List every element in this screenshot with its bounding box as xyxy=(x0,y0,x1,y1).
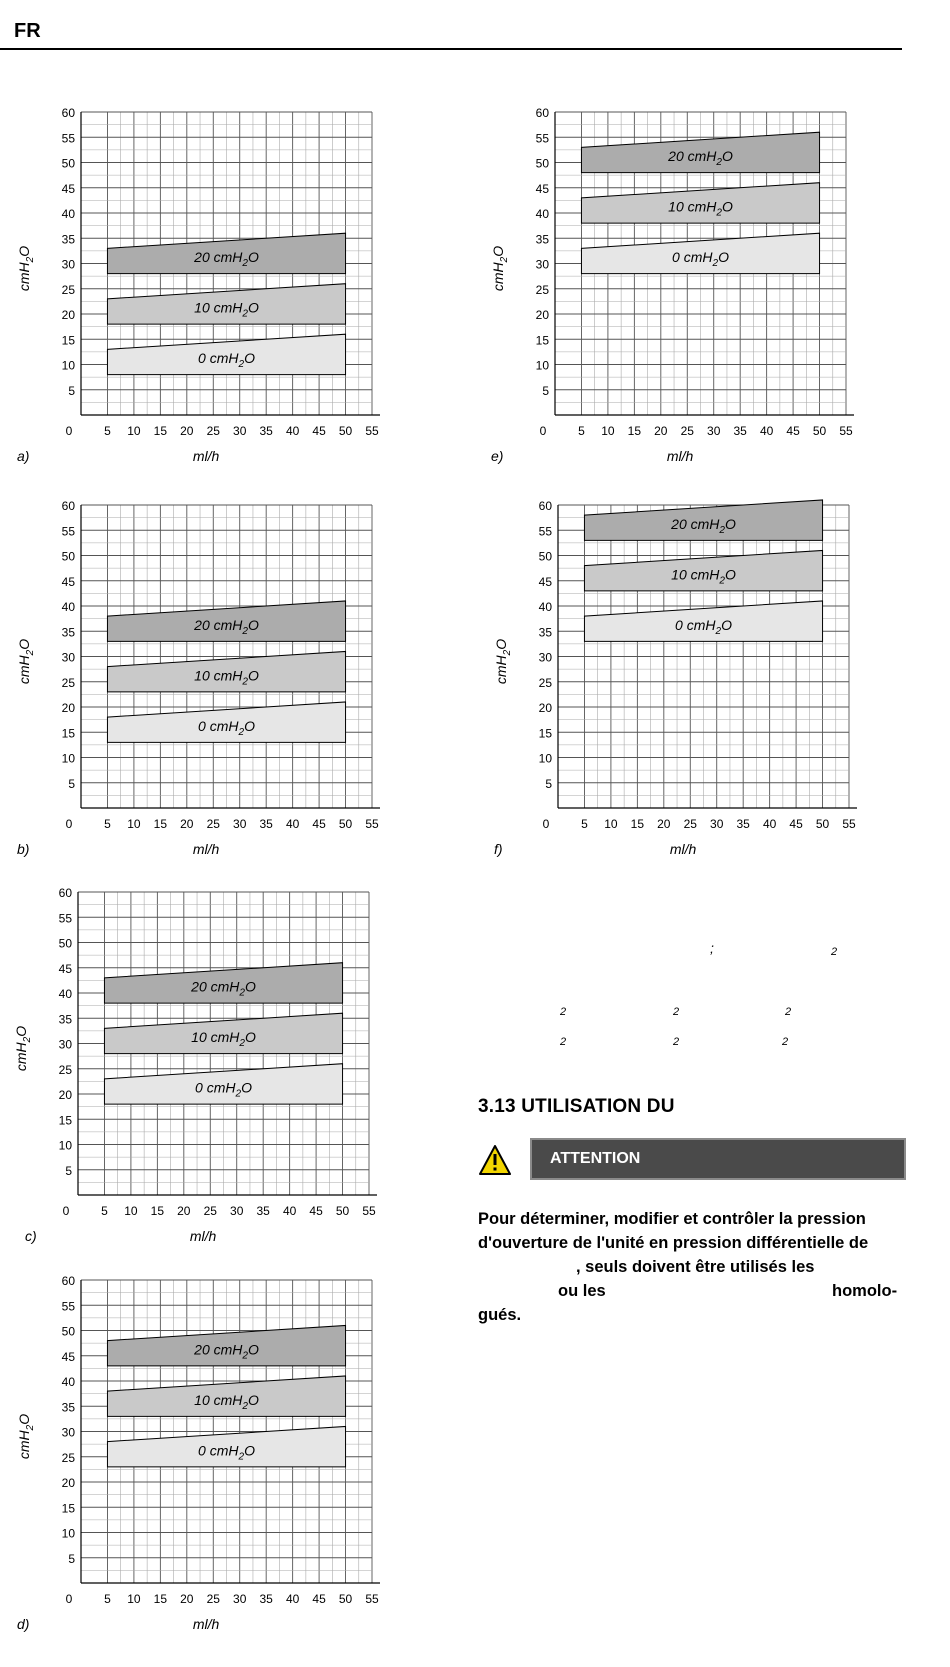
x-tick-label: 20 xyxy=(657,817,671,831)
x-tick-label: 25 xyxy=(680,424,694,438)
x-tick-label: 10 xyxy=(127,817,141,831)
x-tick-label: 35 xyxy=(259,1592,273,1606)
chart-caption: a) xyxy=(17,448,30,464)
y-tick-label: 40 xyxy=(58,987,72,1001)
fragment-subscript: 2 xyxy=(560,1036,567,1048)
y-tick-label: 10 xyxy=(538,751,552,766)
y-tick-label: 25 xyxy=(535,282,549,297)
x-tick-label: 35 xyxy=(256,1204,270,1218)
series-label: 10 cmH$_2$O xyxy=(191,1029,256,1050)
y-tick-label: 55 xyxy=(61,524,75,539)
y-tick-label: 40 xyxy=(61,207,75,221)
fragment-subscript: 2 xyxy=(673,1006,680,1018)
warning-triangle-icon xyxy=(478,1144,512,1176)
y-tick-label: 60 xyxy=(61,499,75,513)
y-tick-label: 35 xyxy=(58,1012,72,1027)
x-tick-label: 20 xyxy=(177,1204,191,1218)
x-tick-label: 55 xyxy=(842,817,856,831)
y-tick-label: 25 xyxy=(538,675,552,690)
y-tick-label: 25 xyxy=(58,1062,72,1077)
y-tick-label: 15 xyxy=(61,726,75,741)
x-tick-label: 30 xyxy=(233,817,247,831)
y-tick-label: 55 xyxy=(61,1299,75,1314)
x-tick-label: 30 xyxy=(230,1204,244,1218)
series-label: 20 cmH$_2$O xyxy=(194,1341,259,1362)
x-tick-label: 50 xyxy=(338,1592,353,1606)
x-tick-label: 15 xyxy=(153,424,168,438)
y-tick-label: 45 xyxy=(538,574,552,589)
y-axis-label: cmH$_2$O xyxy=(493,638,513,685)
x-tick-label: 10 xyxy=(601,424,615,438)
y-tick-label: 60 xyxy=(61,1274,75,1288)
x-tick-label: 20 xyxy=(180,817,194,831)
x-tick-label: 15 xyxy=(153,817,168,831)
x-tick-label: 55 xyxy=(362,1204,376,1218)
y-axis-label: cmH$_2$O xyxy=(16,638,36,685)
x-axis-label: ml/h xyxy=(669,841,697,857)
chart-caption: f) xyxy=(494,841,503,857)
x-tick-label: 20 xyxy=(654,424,668,438)
x-tick-label: 40 xyxy=(285,817,300,831)
x-tick-label: 0 xyxy=(65,424,73,438)
y-tick-label: 35 xyxy=(535,232,549,247)
x-tick-label: 40 xyxy=(282,1204,297,1218)
y-axis-label: cmH$_2$O xyxy=(490,245,510,292)
section-title: 3.13 UTILISATION DU xyxy=(478,1096,675,1117)
language-code: FR xyxy=(14,20,41,42)
series-label: 0 cmH$_2$O xyxy=(198,1442,255,1463)
x-tick-label: 5 xyxy=(104,1592,111,1606)
x-tick-label: 55 xyxy=(365,817,379,831)
x-tick-label: 50 xyxy=(812,424,827,438)
chart-caption: b) xyxy=(17,841,30,857)
y-tick-label: 5 xyxy=(68,776,75,791)
x-axis-label: ml/h xyxy=(666,448,694,464)
x-tick-label: 55 xyxy=(365,424,379,438)
fragment-subscript: 2 xyxy=(782,1036,789,1048)
series-label: 10 cmH$_2$O xyxy=(194,1391,259,1412)
x-tick-label: 50 xyxy=(335,1204,350,1218)
y-tick-label: 25 xyxy=(61,282,75,297)
x-tick-label: 5 xyxy=(581,817,588,831)
y-tick-label: 55 xyxy=(538,524,552,539)
x-tick-label: 10 xyxy=(127,1592,141,1606)
series-label: 20 cmH$_2$O xyxy=(194,249,259,270)
chart-caption: c) xyxy=(25,1228,37,1244)
chart-grid xyxy=(558,505,849,808)
fragment-semicolon: ; xyxy=(710,940,714,956)
x-tick-label: 25 xyxy=(203,1204,217,1218)
y-axis-label: cmH$_2$O xyxy=(16,1413,36,1460)
fragment-subscript: 2 xyxy=(785,1006,792,1018)
y-tick-label: 20 xyxy=(61,308,75,322)
series-label: 0 cmH$_2$O xyxy=(672,249,729,270)
chart-caption: e) xyxy=(491,448,504,464)
series-label: 0 cmH$_2$O xyxy=(675,616,732,637)
y-tick-label: 50 xyxy=(61,549,75,564)
y-tick-label: 50 xyxy=(61,156,75,171)
y-tick-label: 30 xyxy=(535,257,549,272)
y-tick-label: 25 xyxy=(61,675,75,690)
y-tick-label: 40 xyxy=(61,1375,75,1389)
chart-caption: d) xyxy=(17,1616,30,1632)
y-tick-label: 50 xyxy=(538,549,552,564)
x-axis-label: ml/h xyxy=(192,841,220,857)
body-line: d'ouverture de l'unité en pression différentielle de xyxy=(478,1234,869,1252)
fragment-subscript: 2 xyxy=(673,1036,680,1048)
fragment-subscript: 2 xyxy=(831,946,838,958)
y-tick-label: 15 xyxy=(538,726,552,741)
x-tick-label: 10 xyxy=(124,1204,138,1218)
x-tick-label: 45 xyxy=(312,424,326,438)
x-tick-label: 0 xyxy=(62,1204,70,1218)
y-axis-label: cmH$_2$O xyxy=(16,245,36,292)
x-tick-label: 0 xyxy=(65,817,73,831)
x-tick-label: 30 xyxy=(233,1592,247,1606)
y-tick-label: 20 xyxy=(538,701,552,715)
y-tick-label: 10 xyxy=(535,358,549,373)
series-label: 20 cmH$_2$O xyxy=(668,148,733,169)
y-tick-label: 60 xyxy=(535,106,549,120)
x-tick-label: 15 xyxy=(627,424,642,438)
x-tick-label: 25 xyxy=(206,424,220,438)
y-tick-label: 15 xyxy=(61,1501,75,1516)
x-tick-label: 5 xyxy=(104,817,111,831)
x-axis-label: ml/h xyxy=(189,1228,217,1244)
x-tick-label: 5 xyxy=(101,1204,108,1218)
y-tick-label: 35 xyxy=(61,1400,75,1415)
y-tick-label: 40 xyxy=(538,600,552,614)
y-tick-label: 10 xyxy=(61,1526,75,1541)
y-tick-label: 20 xyxy=(61,701,75,715)
y-tick-label: 35 xyxy=(61,232,75,247)
y-tick-label: 55 xyxy=(61,131,75,146)
y-tick-label: 10 xyxy=(61,751,75,766)
x-axis-label: ml/h xyxy=(192,1616,220,1632)
y-tick-label: 55 xyxy=(58,911,72,926)
y-tick-label: 50 xyxy=(58,936,72,951)
x-tick-label: 20 xyxy=(180,424,194,438)
y-tick-label: 20 xyxy=(535,308,549,322)
x-tick-label: 30 xyxy=(707,424,721,438)
series-label: 20 cmH$_2$O xyxy=(194,616,259,637)
y-tick-label: 30 xyxy=(61,257,75,272)
x-tick-label: 40 xyxy=(759,424,774,438)
x-tick-label: 40 xyxy=(285,424,300,438)
y-tick-label: 45 xyxy=(535,181,549,196)
x-tick-label: 15 xyxy=(153,1592,168,1606)
y-tick-label: 5 xyxy=(65,1163,72,1178)
x-tick-label: 0 xyxy=(539,424,547,438)
x-tick-label: 40 xyxy=(285,1592,300,1606)
x-tick-label: 30 xyxy=(233,424,247,438)
y-axis-label: cmH$_2$O xyxy=(13,1025,33,1072)
y-tick-label: 30 xyxy=(61,1425,75,1440)
x-tick-label: 45 xyxy=(786,424,800,438)
y-tick-label: 25 xyxy=(61,1450,75,1465)
y-tick-label: 40 xyxy=(61,600,75,614)
y-tick-label: 50 xyxy=(535,156,549,171)
y-tick-label: 30 xyxy=(538,650,552,665)
x-tick-label: 45 xyxy=(312,1592,326,1606)
x-tick-label: 25 xyxy=(206,1592,220,1606)
series-label: 0 cmH$_2$O xyxy=(198,350,255,371)
y-tick-label: 45 xyxy=(61,181,75,196)
x-tick-label: 45 xyxy=(789,817,803,831)
y-tick-label: 30 xyxy=(61,650,75,665)
y-tick-label: 60 xyxy=(58,886,72,900)
body-line: ou les xyxy=(558,1282,606,1300)
y-tick-label: 20 xyxy=(58,1088,72,1102)
y-tick-label: 35 xyxy=(61,625,75,640)
body-line: Pour déterminer, modifier et contrôler la pression xyxy=(478,1210,866,1228)
x-tick-label: 30 xyxy=(710,817,724,831)
x-tick-label: 15 xyxy=(150,1204,165,1218)
series-label: 20 cmH$_2$O xyxy=(191,978,256,999)
y-tick-label: 45 xyxy=(58,961,72,976)
x-tick-label: 10 xyxy=(127,424,141,438)
y-tick-label: 40 xyxy=(535,207,549,221)
x-tick-label: 0 xyxy=(65,1592,73,1606)
y-tick-label: 45 xyxy=(61,574,75,589)
x-axis-label: ml/h xyxy=(192,448,220,464)
x-tick-label: 45 xyxy=(312,817,326,831)
series-label: 20 cmH$_2$O xyxy=(671,515,736,536)
y-tick-label: 5 xyxy=(542,383,549,398)
x-tick-label: 55 xyxy=(365,1592,379,1606)
y-tick-label: 20 xyxy=(61,1476,75,1490)
x-tick-label: 20 xyxy=(180,1592,194,1606)
y-tick-label: 5 xyxy=(68,1551,75,1566)
y-tick-label: 30 xyxy=(58,1037,72,1052)
x-tick-label: 0 xyxy=(542,817,550,831)
y-tick-label: 45 xyxy=(61,1349,75,1364)
y-tick-label: 10 xyxy=(58,1138,72,1153)
y-tick-label: 60 xyxy=(61,106,75,120)
x-tick-label: 50 xyxy=(338,424,353,438)
series-label: 10 cmH$_2$O xyxy=(194,299,259,320)
series-label: 0 cmH$_2$O xyxy=(195,1079,252,1100)
x-tick-label: 35 xyxy=(259,817,273,831)
y-tick-label: 60 xyxy=(538,499,552,513)
series-label: 10 cmH$_2$O xyxy=(668,198,733,219)
y-tick-label: 55 xyxy=(535,131,549,146)
y-tick-label: 50 xyxy=(61,1324,75,1339)
y-tick-label: 15 xyxy=(535,333,549,348)
x-tick-label: 50 xyxy=(338,817,353,831)
x-tick-label: 5 xyxy=(104,424,111,438)
y-tick-label: 10 xyxy=(61,358,75,373)
body-line: , seuls doivent être utilisés les xyxy=(576,1258,815,1276)
x-tick-label: 15 xyxy=(630,817,645,831)
y-tick-label: 15 xyxy=(61,333,75,348)
series-label: 10 cmH$_2$O xyxy=(194,667,259,688)
attention-banner: ATTENTION xyxy=(530,1138,906,1180)
x-tick-label: 25 xyxy=(206,817,220,831)
x-tick-label: 5 xyxy=(578,424,585,438)
body-line: gués. xyxy=(478,1306,522,1324)
y-tick-label: 5 xyxy=(545,776,552,791)
x-tick-label: 35 xyxy=(733,424,747,438)
x-tick-label: 35 xyxy=(259,424,273,438)
x-tick-label: 50 xyxy=(815,817,830,831)
y-tick-label: 15 xyxy=(58,1113,72,1128)
x-tick-label: 45 xyxy=(309,1204,323,1218)
series-label: 0 cmH$_2$O xyxy=(198,717,255,738)
y-tick-label: 35 xyxy=(538,625,552,640)
fragment-subscript: 2 xyxy=(560,1006,567,1018)
x-tick-label: 40 xyxy=(762,817,777,831)
x-tick-label: 35 xyxy=(736,817,750,831)
body-line: homolo- xyxy=(832,1282,898,1300)
x-tick-label: 10 xyxy=(604,817,618,831)
x-tick-label: 25 xyxy=(683,817,697,831)
x-tick-label: 55 xyxy=(839,424,853,438)
series-label: 10 cmH$_2$O xyxy=(671,566,736,587)
y-tick-label: 5 xyxy=(68,383,75,398)
